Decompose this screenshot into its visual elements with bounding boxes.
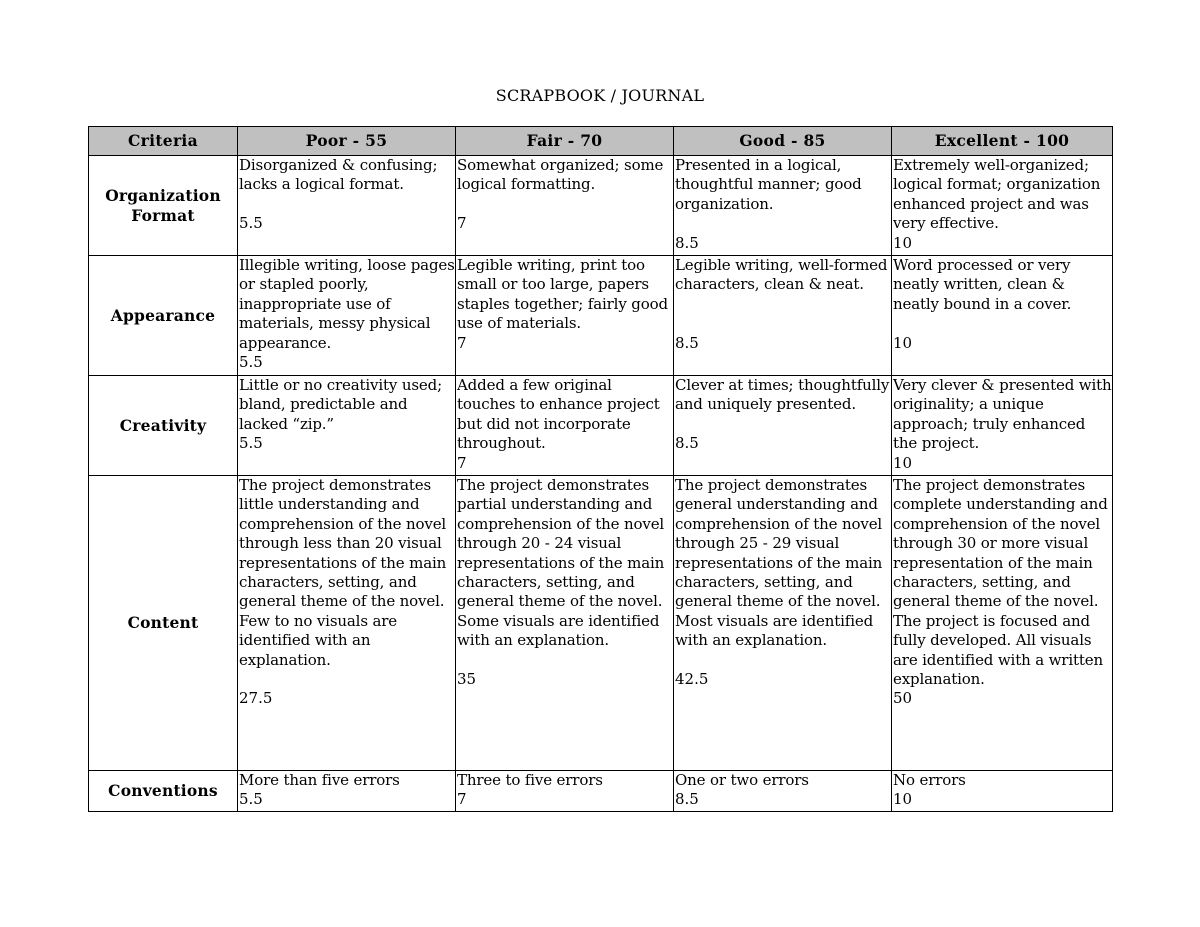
cell-score: 7 — [457, 333, 467, 352]
cell-description: Disorganized & confusing; lacks a logical format. — [239, 156, 438, 194]
cell-description: The project demonstrates complete understanding and comprehension of the novel through 30 or more visual representation of the main characters, setting, and general theme of the novel. The project is focused and fully developed. All visuals are identified with a written explanation. — [893, 476, 1108, 689]
cell-score: 27.5 — [239, 689, 273, 708]
rubric-cell-fair — [456, 376, 674, 476]
rubric-cell-poor — [238, 476, 456, 771]
rubric-row-content — [89, 476, 1113, 771]
rubric-cell-excellent — [892, 156, 1113, 256]
cell-score: 8.5 — [675, 333, 699, 352]
rubric-cell-poor — [238, 256, 456, 376]
rubric-cell-fair — [456, 476, 674, 771]
header-poor: Poor - 55 — [238, 127, 456, 156]
cell-description: Legible writing, well-formed characters, clean & neat. — [675, 256, 888, 294]
cell-description: The project demonstrates partial understanding and comprehension of the novel through 20 - 24 visual representations of the main characters, setting, and general theme of the novel. Some visuals are identified with an explanation. — [457, 476, 665, 650]
cell-score: 7 — [457, 214, 467, 233]
cell-score: 50 — [893, 689, 913, 708]
rubric-cell-poor — [238, 376, 456, 476]
criterion-label: Conventions — [89, 771, 238, 812]
rubric-cell-excellent — [892, 256, 1113, 376]
cell-description: More than five errors — [239, 771, 400, 789]
cell-score: 8.5 — [675, 233, 699, 252]
cell-score: 8.5 — [675, 434, 699, 453]
criterion-label: Content — [89, 476, 238, 771]
rubric-cell-fair — [456, 256, 674, 376]
cell-score: 7 — [457, 790, 467, 809]
criterion-label: Organization Format — [89, 156, 238, 256]
cell-description: Little or no creativity used; bland, predictable and lacked “zip.” — [239, 376, 442, 433]
header-good: Good - 85 — [674, 127, 892, 156]
cell-score: 10 — [893, 790, 913, 809]
cell-description: Three to five errors — [457, 771, 603, 789]
cell-score: 8.5 — [675, 790, 699, 809]
header-criteria: Criteria — [89, 127, 238, 156]
rubric-row-conventions — [89, 771, 1113, 812]
cell-description: Extremely well-organized; logical format; organization enhanced project and was very effective. — [893, 156, 1101, 233]
rubric-cell-excellent — [892, 376, 1113, 476]
rubric-row-organization — [89, 156, 1113, 256]
criterion-label: Appearance — [89, 256, 238, 376]
rubric-cell-fair — [456, 156, 674, 256]
header-excellent: Excellent - 100 — [892, 127, 1113, 156]
document-title: SCRAPBOOK / JOURNAL — [495, 86, 705, 105]
rubric-cell-poor — [238, 771, 456, 812]
rubric-table — [88, 126, 1113, 812]
rubric-cell-good — [674, 256, 892, 376]
cell-score: 10 — [893, 333, 913, 352]
header-row — [89, 127, 1113, 156]
cell-description: Illegible writing, loose pages or stapled poorly, inappropriate use of materials, messy physical appearance. — [239, 256, 455, 352]
rubric-cell-fair — [456, 771, 674, 812]
cell-score: 42.5 — [675, 670, 709, 689]
cell-description: The project demonstrates general understanding and comprehension of the novel through 25 - 29 visual representations of the main characters, setting, and general theme of the novel. Most visuals are identified with an explanation. — [675, 476, 883, 650]
rubric-cell-excellent — [892, 476, 1113, 771]
rubric-row-appearance — [89, 256, 1113, 376]
rubric-cell-good — [674, 156, 892, 256]
cell-score: 7 — [457, 453, 467, 472]
cell-score: 10 — [893, 233, 913, 252]
cell-description: Presented in a logical, thoughtful manner; good organization. — [675, 156, 862, 213]
cell-score: 35 — [457, 670, 477, 689]
cell-score: 5.5 — [239, 790, 263, 809]
cell-description: Word processed or very neatly written, clean & neatly bound in a cover. — [893, 256, 1072, 313]
rubric-cell-good — [674, 771, 892, 812]
rubric-cell-good — [674, 376, 892, 476]
rubric-row-creativity — [89, 376, 1113, 476]
cell-score: 5.5 — [239, 353, 263, 372]
rubric-cell-poor — [238, 156, 456, 256]
cell-description: Legible writing, print too small or too large, papers staples together; fairly good use of materials. — [457, 256, 668, 333]
cell-description: Somewhat organized; some logical formatting. — [457, 156, 664, 194]
cell-description: No errors — [893, 771, 966, 789]
rubric-cell-good — [674, 476, 892, 771]
criterion-label: Creativity — [89, 376, 238, 476]
cell-score: 5.5 — [239, 214, 263, 233]
cell-description: Clever at times; thoughtfully and uniquely presented. — [675, 376, 890, 414]
cell-score: 5.5 — [239, 434, 263, 453]
cell-score: 10 — [893, 453, 913, 472]
cell-description: Very clever & presented with originality; a unique approach; truly enhanced the project. — [893, 376, 1112, 453]
cell-description: Added a few original touches to enhance project but did not incorporate throughout. — [457, 376, 660, 453]
header-fair: Fair - 70 — [456, 127, 674, 156]
cell-description: The project demonstrates little understanding and comprehension of the novel through less than 20 visual representations of the main characters, setting, and general theme of the novel. Few to no visuals are identified with an explanation. — [239, 476, 447, 669]
rubric-cell-excellent — [892, 771, 1113, 812]
cell-description: One or two errors — [675, 771, 809, 789]
